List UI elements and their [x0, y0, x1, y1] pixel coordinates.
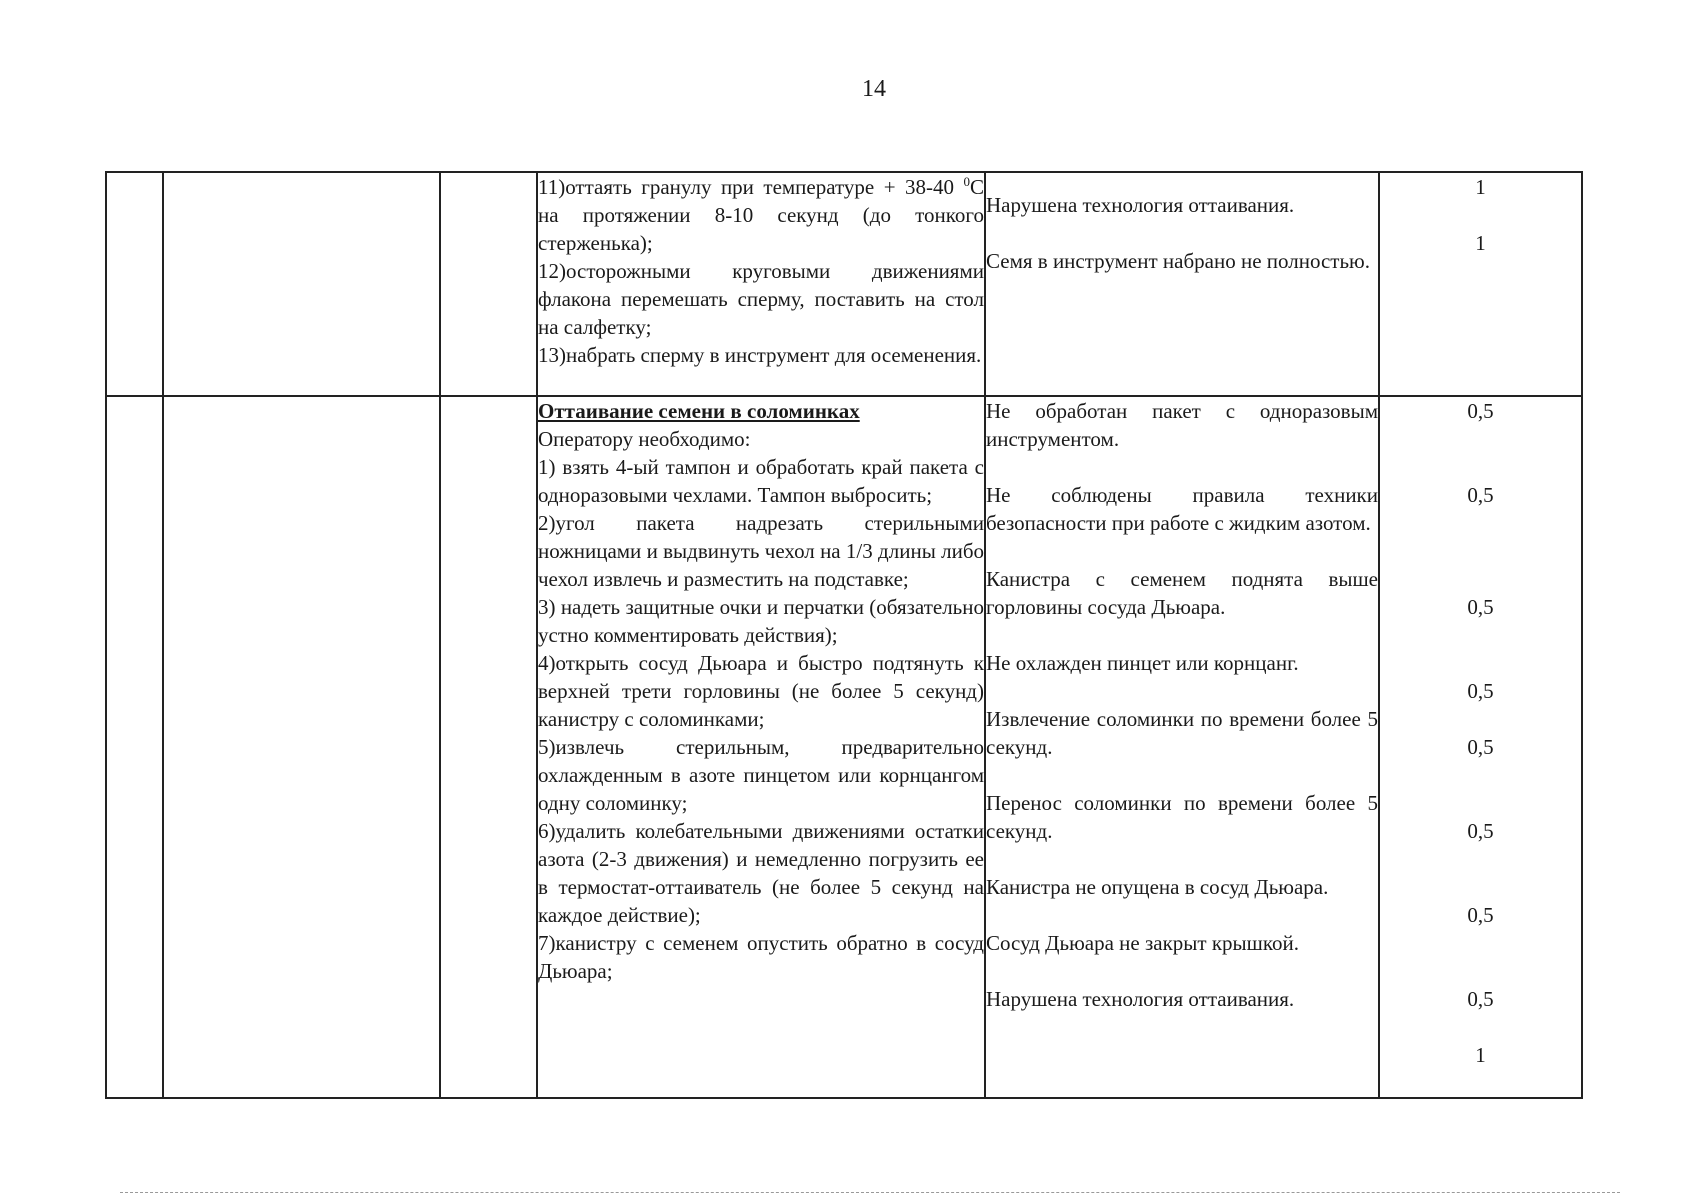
procedure-cell — [537, 172, 985, 396]
points-value: 0,5 — [1467, 987, 1494, 1011]
error-item: Извлечение соломинки по времени более 5 секунд. — [986, 707, 1378, 759]
error-item: Не обработан пакет с одноразовым инструментом. — [986, 399, 1378, 451]
error-item: Сосуд Дьюара не закрыт крышкой. — [986, 931, 1299, 955]
blank-cell-narrow — [440, 396, 537, 1098]
table-row — [106, 396, 1582, 1098]
points-cell — [1379, 396, 1582, 1098]
step-item: 1) взять 4-ый тампон и обработать край пакета с одноразовыми чехлами. Тампон выбросить; — [538, 455, 984, 507]
scan-artifact-lines — [120, 1192, 1620, 1197]
points-value: 0,5 — [1467, 399, 1494, 423]
error-item: Перенос соломинки по времени более 5 секунд. — [986, 791, 1378, 843]
step-item: 13)набрать сперму в инструмент для осеменения. — [538, 343, 982, 367]
section-heading: Оттаивание семени в соломинках — [538, 399, 860, 423]
points-value: 0,5 — [1467, 595, 1494, 619]
step-item: 5)извлечь стерильным, предварительно охлажденным в азоте пинцетом или корнцангом одну соломинку; — [538, 735, 984, 815]
errors-cell — [985, 396, 1379, 1098]
error-item: Семя в инструмент набрано не полностью. — [986, 249, 1370, 273]
page-number: 14 — [862, 76, 886, 102]
points-value: 1 — [1475, 231, 1486, 255]
error-item: Канистра с семенем поднята выше горловины сосуда Дьюара. — [986, 567, 1378, 619]
points-cell — [1379, 172, 1582, 396]
points-value: 0,5 — [1467, 819, 1494, 843]
step-item: 3) надеть защитные очки и перчатки (обязательно устно комментировать действия); — [538, 595, 984, 647]
step-item: 7)канистру с семенем опустить обратно в сосуд Дьюара; — [538, 931, 984, 983]
step-item: 12)осторожными круговыми движениями флакона перемешать сперму, поставить на стол на салфетку; — [538, 259, 984, 339]
step-item: 4)открыть сосуд Дьюара и быстро подтянуть к верхней трети горловины (не более 5 секунд) канистру с соломинками; — [538, 651, 984, 731]
points-value: 1 — [1475, 1043, 1486, 1067]
points-value: 0,5 — [1467, 679, 1494, 703]
errors-cell — [985, 172, 1379, 396]
points-value: 1 — [1475, 175, 1486, 199]
blank-cell-number — [106, 396, 163, 1098]
blank-cell-number — [106, 172, 163, 396]
step-item: 2)угол пакета надрезать стерильными ножницами и выдвинуть чехол на 1/3 длины либо чехол извлечь и разместить на подставке; — [538, 511, 984, 591]
points-value: 0,5 — [1467, 483, 1494, 507]
blank-cell-narrow — [440, 172, 537, 396]
error-item: Не соблюдены правила техники безопасности при работе с жидким азотом. — [986, 483, 1378, 535]
section-lead: Оператору необходимо: — [538, 427, 751, 451]
procedure-cell — [537, 396, 985, 1098]
step-item: 6)удалить колебательными движениями остатки азота (2-3 движения) и немедленно погрузить ее в термостат-оттаиватель (не более 5 секунд на каждое действие); — [538, 819, 984, 927]
blank-cell-stage — [163, 172, 440, 396]
blank-cell-stage — [163, 396, 440, 1098]
error-item: Канистра не опущена в сосуд Дьюара. — [986, 875, 1329, 899]
points-value: 0,5 — [1467, 903, 1494, 927]
table-row — [106, 172, 1582, 396]
step-item: 11)оттаять гранулу при температуре + 38-40 $^0$С на протяжении 8-10 секунд (до тонкого стерженька); — [538, 174, 984, 255]
error-item: Не охлажден пинцет или корнцанг. — [986, 651, 1299, 675]
procedure-table — [105, 171, 1583, 1099]
error-item: Нарушена технология оттаивания. — [986, 193, 1295, 217]
error-item: Нарушена технология оттаивания. — [986, 987, 1295, 1011]
points-value: 0,5 — [1467, 735, 1494, 759]
